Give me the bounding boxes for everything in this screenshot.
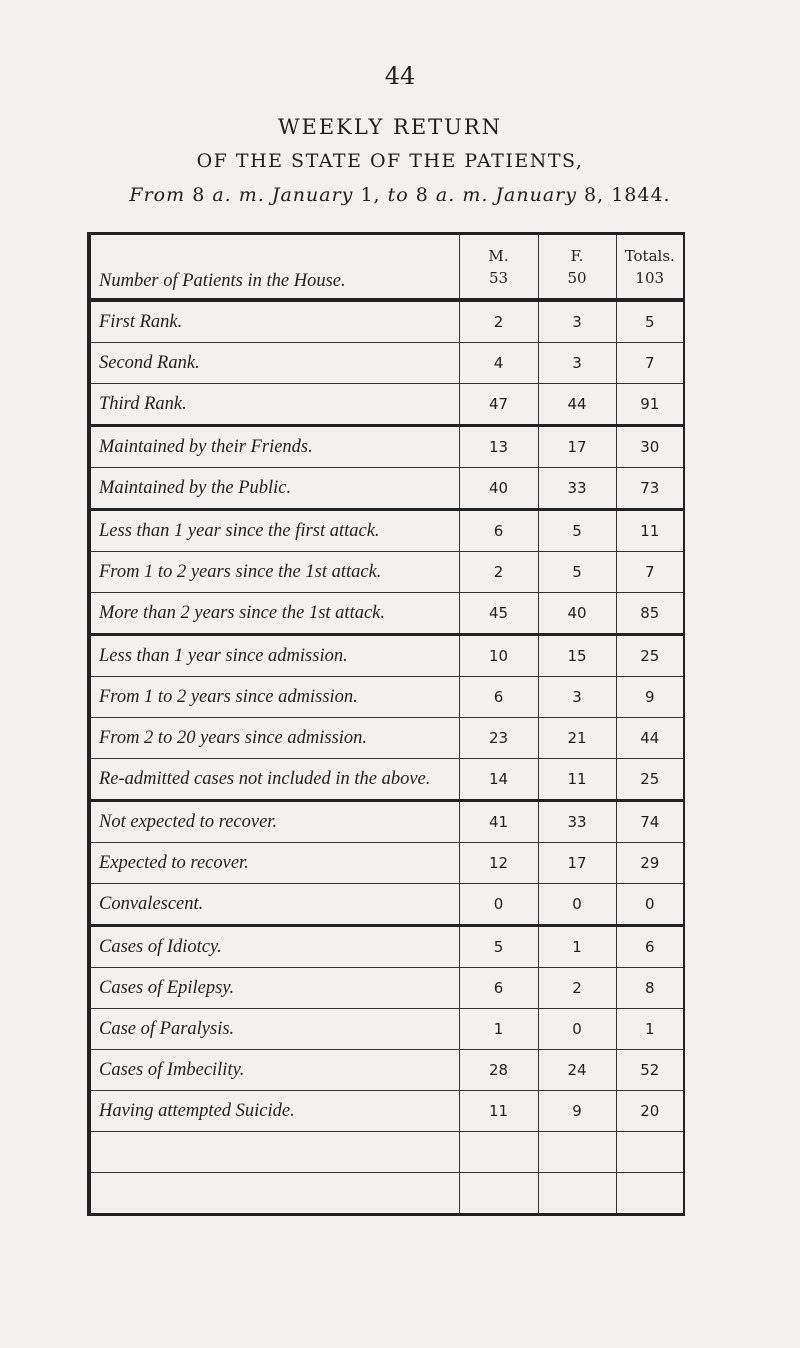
row-females: 3 (538, 343, 616, 384)
row-totals: 25 (616, 759, 684, 801)
header-label: Number of Patients in the House. (89, 234, 459, 301)
table-row (89, 552, 684, 593)
row-females: 2 (538, 968, 616, 1009)
row-label: Maintained by their Friends. (89, 426, 459, 468)
row-females: 5 (538, 510, 616, 552)
table-row (89, 718, 684, 759)
empty-cell (616, 1173, 684, 1215)
row-males: 11 (459, 1091, 538, 1132)
row-males: 12 (459, 843, 538, 884)
row-males: 1 (459, 1009, 538, 1050)
row-label: Cases of Imbecility. (89, 1050, 459, 1091)
row-label: From 2 to 20 years since admission. (89, 718, 459, 759)
row-label: Cases of Epilepsy. (89, 968, 459, 1009)
table-row (89, 593, 684, 635)
row-label: Having attempted Suicide. (89, 1091, 459, 1132)
empty-cell (538, 1132, 616, 1173)
row-label: Expected to recover. (89, 843, 459, 884)
row-label: Third Rank. (89, 384, 459, 426)
empty-cell (89, 1132, 459, 1173)
row-label: Less than 1 year since admission. (89, 635, 459, 677)
page-number: 44 (384, 62, 416, 90)
row-females: 0 (538, 1009, 616, 1050)
title-date-range: From 8 a. m. January 1, to 8 a. m. January 8, 1844. (129, 184, 671, 206)
row-males: 6 (459, 968, 538, 1009)
row-totals: 74 (616, 801, 684, 843)
table-row (89, 759, 684, 801)
row-totals: 29 (616, 843, 684, 884)
title-state-of-patients: OF THE STATE OF THE PATIENTS, (196, 150, 584, 172)
row-label: First Rank. (89, 300, 459, 343)
row-totals: 0 (616, 884, 684, 926)
row-females: 15 (538, 635, 616, 677)
row-totals: 20 (616, 1091, 684, 1132)
row-males: 4 (459, 343, 538, 384)
table-row (89, 468, 684, 510)
row-females: 21 (538, 718, 616, 759)
table-row (89, 968, 684, 1009)
title-weekly-return: WEEKLY RETURN (277, 115, 503, 139)
table-row (89, 1050, 684, 1091)
row-totals: 52 (616, 1050, 684, 1091)
row-label: Maintained by the Public. (89, 468, 459, 510)
empty-cell (89, 1173, 459, 1215)
row-females: 17 (538, 426, 616, 468)
row-totals: 25 (616, 635, 684, 677)
row-label: From 1 to 2 years since admission. (89, 677, 459, 718)
table-row (89, 801, 684, 843)
row-males: 10 (459, 635, 538, 677)
row-females: 11 (538, 759, 616, 801)
row-label: Case of Paralysis. (89, 1009, 459, 1050)
row-totals: 91 (616, 384, 684, 426)
table-row (89, 843, 684, 884)
row-males: 0 (459, 884, 538, 926)
table-row (89, 343, 684, 384)
table-row (89, 1009, 684, 1050)
row-females: 17 (538, 843, 616, 884)
table-row (89, 884, 684, 926)
row-totals: 6 (616, 926, 684, 968)
table-row (89, 384, 684, 426)
row-totals: 30 (616, 426, 684, 468)
row-females: 3 (538, 300, 616, 343)
row-females: 5 (538, 552, 616, 593)
row-totals: 5 (616, 300, 684, 343)
row-totals: 11 (616, 510, 684, 552)
row-totals: 1 (616, 1009, 684, 1050)
row-totals: 44 (616, 718, 684, 759)
row-males: 14 (459, 759, 538, 801)
row-totals: 9 (616, 677, 684, 718)
table-row (89, 1091, 684, 1132)
row-males: 40 (459, 468, 538, 510)
row-males: 47 (459, 384, 538, 426)
row-females: 44 (538, 384, 616, 426)
row-females: 24 (538, 1050, 616, 1091)
row-totals: 7 (616, 552, 684, 593)
row-males: 6 (459, 677, 538, 718)
empty-cell (538, 1173, 616, 1215)
row-females: 9 (538, 1091, 616, 1132)
empty-row (89, 1173, 684, 1215)
row-label: Second Rank. (89, 343, 459, 384)
row-females: 33 (538, 801, 616, 843)
table-row (89, 510, 684, 552)
row-label: Re-admitted cases not included in the above. (89, 759, 459, 801)
row-males: 6 (459, 510, 538, 552)
row-totals: 7 (616, 343, 684, 384)
row-females: 3 (538, 677, 616, 718)
row-females: 1 (538, 926, 616, 968)
row-males: 45 (459, 593, 538, 635)
row-totals: 8 (616, 968, 684, 1009)
row-totals: 73 (616, 468, 684, 510)
header-females: F. 50 (538, 234, 616, 301)
row-label: Not expected to recover. (89, 801, 459, 843)
row-males: 13 (459, 426, 538, 468)
row-males: 2 (459, 552, 538, 593)
row-label: More than 2 years since the 1st attack. (89, 593, 459, 635)
row-females: 33 (538, 468, 616, 510)
row-label: From 1 to 2 years since the 1st attack. (89, 552, 459, 593)
table-row (89, 635, 684, 677)
row-females: 40 (538, 593, 616, 635)
row-females: 0 (538, 884, 616, 926)
row-males: 41 (459, 801, 538, 843)
empty-row (89, 1132, 684, 1173)
row-label: Cases of Idiotcy. (89, 926, 459, 968)
row-label: Convalescent. (89, 884, 459, 926)
table-row (89, 426, 684, 468)
empty-cell (459, 1132, 538, 1173)
row-males: 2 (459, 300, 538, 343)
empty-cell (616, 1132, 684, 1173)
row-label: Less than 1 year since the first attack. (89, 510, 459, 552)
table-row (89, 300, 684, 343)
table-row (89, 677, 684, 718)
weekly-return-table (87, 232, 685, 1216)
table-header-row (89, 234, 684, 301)
row-males: 23 (459, 718, 538, 759)
row-males: 5 (459, 926, 538, 968)
row-males: 28 (459, 1050, 538, 1091)
header-males: M. 53 (459, 234, 538, 301)
table-row (89, 926, 684, 968)
empty-cell (459, 1173, 538, 1215)
header-totals: Totals. 103 (616, 234, 684, 301)
row-totals: 85 (616, 593, 684, 635)
